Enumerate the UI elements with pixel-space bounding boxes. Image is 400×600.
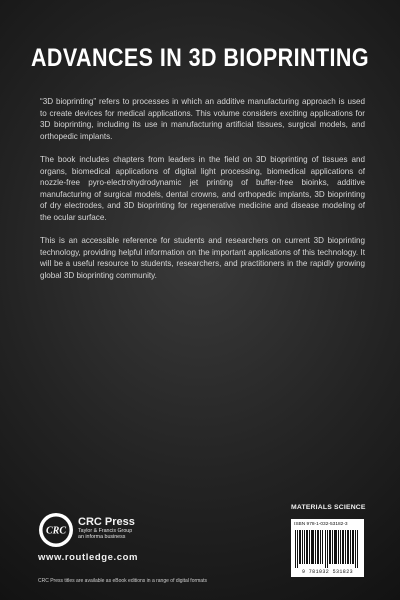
crc-press-logo-icon (38, 512, 74, 548)
crc-logo-text: CRC (45, 525, 67, 537)
barcode-icon (295, 530, 360, 568)
blurb-paragraph-2: The book includes chapters from leaders in the field on 3D bioprinting of tissues and organs, biomedical applications of digital light processing, biomedical applications of nozzle-free pyro-electrohydrodynamic jet printing of buffer-free bioinks, additive manufacturing of surgical models, dental crowns, and orthopedic implants, 3D bioprinting of dry electrodes, and 3D bioprinting for regenerative medicine and disease modeling of the ocular surface. (40, 154, 365, 222)
blurb-paragraph-3: This is an accessible reference for students and researchers on current 3D bioprinting technology, providing helpful information on the important applications of this technology. It will be a useful resource to students, researchers, and practitioners in the rapidly growing global 3D bioprinting community. (40, 236, 365, 280)
publisher-block (78, 516, 135, 541)
ebook-note: CRC Press titles are available as eBook editions in a range of digital formats (38, 578, 207, 584)
barcode-digits: 9 781032 531823 (301, 569, 353, 575)
isbn-text: ISBN 978-1-032-53182-3 (294, 522, 348, 527)
book-title: ADVANCES IN 3D BIOPRINTING (30, 44, 370, 72)
blurb (40, 96, 365, 293)
blurb-paragraph-1: “3D bioprinting” refers to processes in which an additive manufacturing approach is used to create devices for medical applications. This volume considers exciting applications for 3D bioprinting, including its use in manufacturing artificial tissues, surgical models, and orthopedic implants. (40, 97, 365, 141)
publisher-tagline: an informa business (78, 534, 126, 541)
publisher-group: Taylor & Francis Group (78, 528, 133, 534)
publisher-website-link[interactable]: www.routledge.com (38, 552, 139, 563)
barcode-box (291, 519, 364, 577)
subject-category: MATERIALS SCIENCE (291, 504, 366, 511)
publisher-name: CRC Press (78, 516, 135, 528)
